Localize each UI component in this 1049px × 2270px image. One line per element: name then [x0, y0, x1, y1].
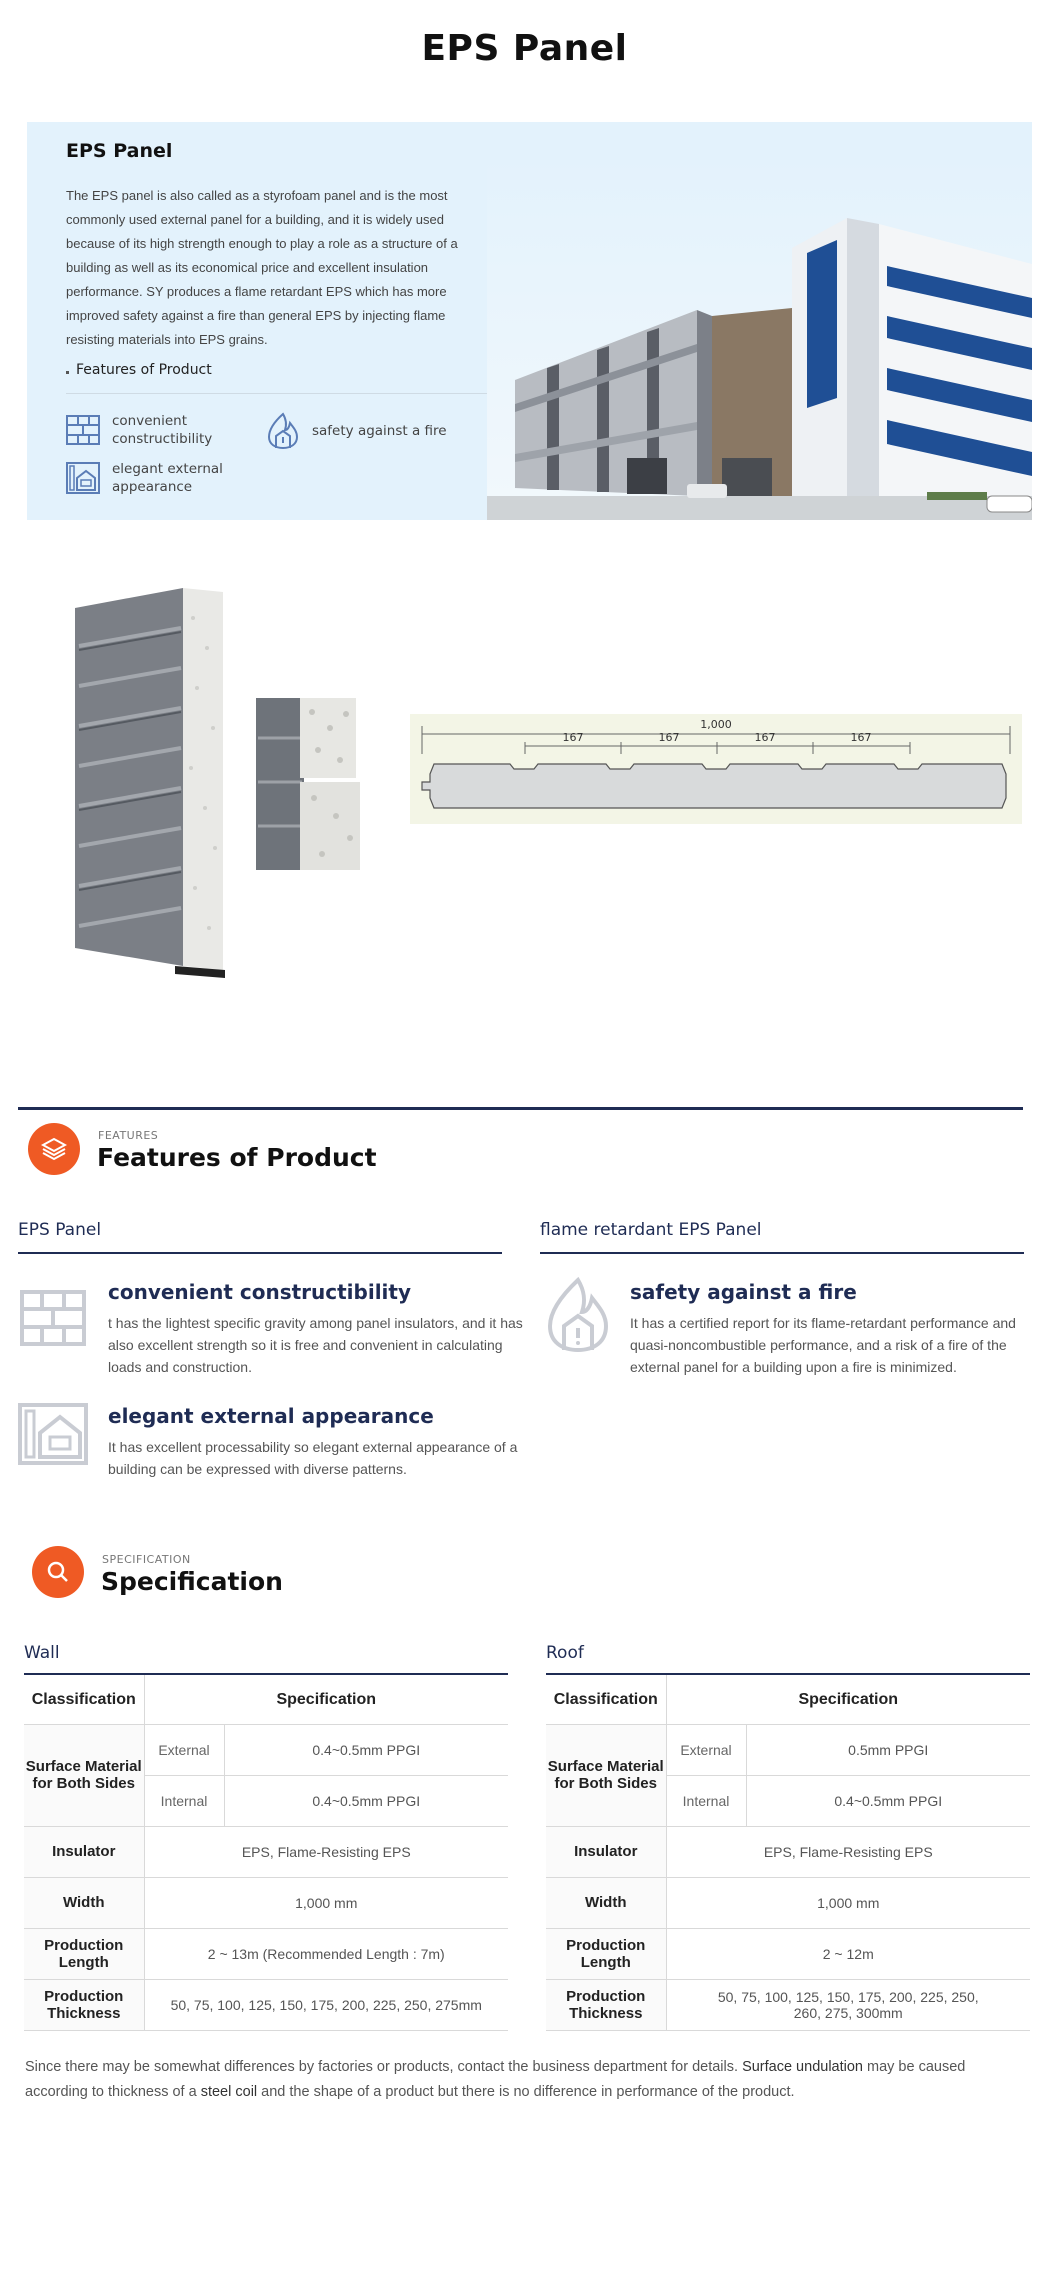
- profile-segment: 167: [562, 731, 584, 744]
- brick-wall-icon: [66, 415, 100, 445]
- row-value: 2 ~ 13m (Recommended Length : 7m): [144, 1928, 508, 1979]
- row-value: 0.4~0.5mm PPGI: [224, 1775, 508, 1826]
- row-value: 0.4~0.5mm PPGI: [224, 1724, 508, 1775]
- table-row: [546, 1877, 1030, 1928]
- row-label: Insulator: [546, 1826, 666, 1877]
- table-row: [24, 1928, 508, 1979]
- features-right-heading: flame retardant EPS Panel: [540, 1220, 1024, 1254]
- intro-description: The EPS panel is also called as a styrofoam panel and is the most commonly used external panel for a building, and it is widely used because of its high strength enough to play a role as a structure of a building as well as its economical price and excellent insulation performance. SY produces a flame retardant EPS which has more improved safety against a fire than general EPS by injecting flame resisting materials into EPS grains.: [66, 188, 458, 347]
- building-facade-icon: [66, 462, 100, 494]
- table-row: [546, 1979, 1030, 2030]
- row-label: Production Length: [24, 1928, 144, 1979]
- features-divider: [18, 1107, 1023, 1110]
- row-label: Production Thickness: [24, 1979, 144, 2030]
- intro-feature-constructibility: [66, 412, 256, 448]
- note-text: and the shape of a product but there is no difference in performance of the product.: [257, 2084, 795, 2100]
- fire-safety-icon: [266, 412, 300, 450]
- row-value: 1,000 mm: [144, 1877, 508, 1928]
- intro-section: [27, 122, 1032, 520]
- profile-total-width: 1,000: [700, 718, 732, 731]
- row-label: Surface Material for Both Sides: [546, 1724, 666, 1826]
- note-text: Since there may be somewhat differences by factories or products, contact the business department for details.: [25, 2059, 743, 2075]
- row-sublabel: External: [666, 1724, 746, 1775]
- feature-appearance: [108, 1404, 528, 1480]
- table-row: [24, 1877, 508, 1928]
- intro-feature-label: safety against a fire: [312, 423, 447, 439]
- profile-segment: 167: [850, 731, 872, 744]
- note-emphasis: Surface undulation: [742, 2059, 863, 2075]
- page-title: EPS Panel: [421, 28, 628, 69]
- row-label: Production Thickness: [546, 1979, 666, 2030]
- row-label: Surface Material for Both Sides: [24, 1724, 144, 1826]
- feature-text: It has excellent processability so elegant external appearance of a building can be expressed with diverse patterns.: [108, 1439, 518, 1477]
- table-row: [546, 1826, 1030, 1877]
- classification-header: Classification: [546, 1674, 666, 1724]
- row-sublabel: External: [144, 1724, 224, 1775]
- row-label: Production Length: [546, 1928, 666, 1979]
- layers-icon: [28, 1123, 80, 1175]
- row-value: 50, 75, 100, 125, 150, 175, 200, 225, 250, 275mm: [144, 1979, 508, 2030]
- feature-text: It has a certified report for its flame-retardant performance and quasi-noncombustible performance, and a risk of a fire of the external panel for a building upon a fire is minimized.: [630, 1315, 1016, 1375]
- features-title: Features of Product: [97, 1143, 377, 1172]
- table-row: [24, 1826, 508, 1877]
- table-row: [24, 1724, 508, 1775]
- search-icon: [32, 1546, 84, 1598]
- features-sub-label: FEATURES: [98, 1129, 159, 1142]
- profile-segment: 167: [754, 731, 776, 744]
- row-label: Insulator: [24, 1826, 144, 1877]
- wall-spec-table: [24, 1673, 508, 2031]
- spec-title: Specification: [101, 1567, 283, 1596]
- building-facade-icon: [18, 1403, 88, 1465]
- note-emphasis: steel coil: [200, 2084, 258, 2100]
- table-row: [546, 1724, 1030, 1775]
- row-sublabel: Internal: [666, 1775, 746, 1826]
- row-value: 1,000 mm: [666, 1877, 1030, 1928]
- feature-fire-safety: [630, 1280, 1049, 1378]
- classification-header: Classification: [24, 1674, 144, 1724]
- table-header-row: [24, 1674, 508, 1724]
- panel-profile-diagram: [410, 714, 1022, 824]
- feature-title: safety against a fire: [630, 1280, 857, 1304]
- feature-text: t has the lightest specific gravity among panel insulators, and it has also excellent strength so it is free and convenient in calculating loads and construction.: [108, 1315, 523, 1375]
- intro-feature-label: convenient constructibility: [112, 413, 213, 447]
- row-sublabel: Internal: [144, 1775, 224, 1826]
- row-value: 2 ~ 12m: [666, 1928, 1030, 1979]
- roof-spec-table: [546, 1673, 1030, 2031]
- eps-panel-image: [75, 588, 225, 978]
- specification-header: Specification: [666, 1674, 1030, 1724]
- fire-safety-icon: [546, 1276, 610, 1354]
- spec-sub-label: SPECIFICATION: [102, 1553, 191, 1566]
- row-value: 0.5mm PPGI: [746, 1724, 1030, 1775]
- row-value: EPS, Flame-Resisting EPS: [666, 1826, 1030, 1877]
- intro-feature-fire: [266, 412, 456, 450]
- eps-panel-section-image: [256, 698, 360, 870]
- row-value: 0.4~0.5mm PPGI: [746, 1775, 1030, 1826]
- intro-features-heading: Features of Product: [66, 362, 490, 394]
- profile-drawing: [410, 714, 1022, 824]
- row-value: EPS, Flame-Resisting EPS: [144, 1826, 508, 1877]
- building-photo: [487, 158, 1032, 520]
- note-text: may be caused according to thickness of a: [25, 2059, 966, 2100]
- profile-segment: 167: [658, 731, 680, 744]
- intro-feature-appearance: [66, 460, 256, 496]
- table-row: [546, 1928, 1030, 1979]
- wall-heading: Wall: [24, 1643, 60, 1663]
- feature-constructibility: [108, 1280, 528, 1378]
- roof-heading: Roof: [546, 1643, 584, 1663]
- brick-wall-icon: [20, 1290, 86, 1346]
- intro-title: EPS Panel: [66, 140, 173, 162]
- table-header-row: [546, 1674, 1030, 1724]
- table-row: [24, 1979, 508, 2030]
- feature-title: convenient constructibility: [108, 1280, 412, 1304]
- row-label: Width: [24, 1877, 144, 1928]
- disclaimer-note: [25, 2055, 1025, 2105]
- row-label: Width: [546, 1877, 666, 1928]
- specification-header: Specification: [144, 1674, 508, 1724]
- features-left-heading: EPS Panel: [18, 1220, 502, 1254]
- feature-title: elegant external appearance: [108, 1404, 434, 1428]
- intro-feature-label: elegant external appearance: [112, 461, 223, 495]
- row-value: 50, 75, 100, 125, 150, 175, 200, 225, 250, 260, 275, 300mm: [666, 1979, 1030, 2030]
